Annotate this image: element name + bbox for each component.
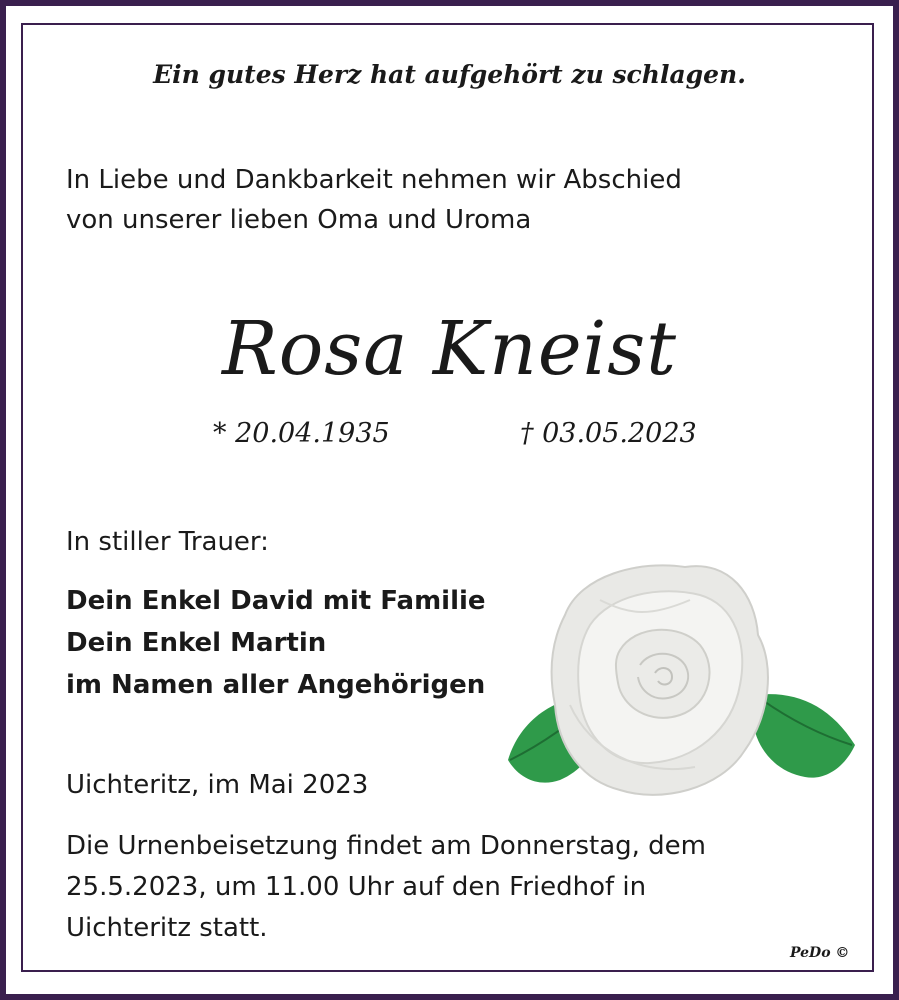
death-date: † 03.05.2023 bbox=[520, 418, 697, 449]
burial-line: Die Urnenbeisetzung findet am Donnerstag, dem bbox=[66, 831, 706, 861]
intro-line: von unserer lieben Oma und Uroma bbox=[66, 205, 532, 235]
mourner-line: Dein Enkel David mit Familie bbox=[66, 586, 486, 616]
burial-line: Uichteritz statt. bbox=[66, 913, 268, 943]
mourners-list bbox=[66, 580, 486, 706]
mourning-label: In stiller Trauer: bbox=[66, 527, 269, 557]
motto: Ein gutes Herz hat aufgehört zu schlagen. bbox=[153, 60, 746, 89]
white-rose-image bbox=[500, 555, 862, 805]
burial-line: 25.5.2023, um 11.00 Uhr auf den Friedhof in bbox=[66, 872, 647, 902]
birth-date: * 20.04.1935 bbox=[213, 418, 390, 449]
mourner-line: im Namen aller Angehörigen bbox=[66, 670, 486, 700]
burial-notice bbox=[66, 826, 706, 949]
intro-line: In Liebe und Dankbarkeit nehmen wir Abschied bbox=[66, 165, 682, 195]
intro-text bbox=[66, 160, 682, 240]
deceased-name: Rosa Kneist bbox=[222, 306, 677, 392]
mourner-line: Dein Enkel Martin bbox=[66, 628, 327, 658]
rose-leaf-right bbox=[752, 694, 855, 778]
place-and-date: Uichteritz, im Mai 2023 bbox=[66, 770, 369, 800]
publisher-signature: PeDo © bbox=[790, 945, 850, 961]
